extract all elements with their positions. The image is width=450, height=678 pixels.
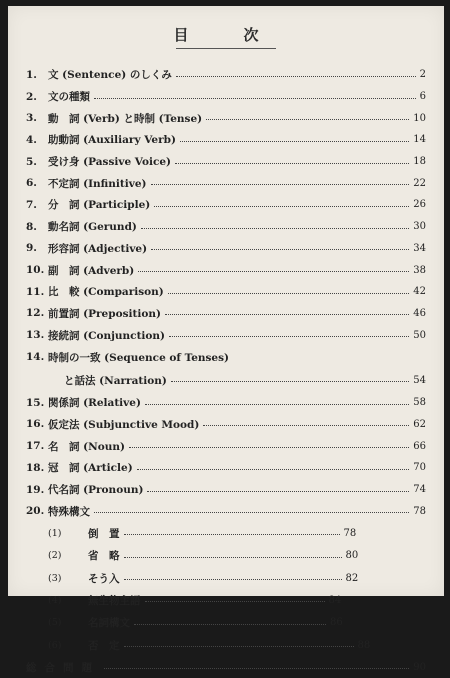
leader-dots [180,141,409,142]
entry-label: 冠 詞 (Article) [48,462,133,475]
toc-entry [26,414,426,436]
leader-dots [124,534,340,535]
leader-dots [171,381,409,382]
toc-entry [26,129,426,151]
leader-dots [147,491,409,492]
toc-entry [26,392,426,414]
toc-entry-continuation [26,369,426,392]
subentry-number: (3) [48,572,62,584]
toc-entry [26,238,426,260]
subentry-page: 84 [328,594,342,606]
entry-number: 6. [26,177,37,190]
toc-entry-final [26,656,426,678]
leader-dots [94,512,409,513]
book-page [8,6,444,674]
leader-dots [124,579,342,580]
leader-dots [206,119,409,120]
toc-entry [26,500,426,522]
entry-label: 動名詞 (Gerund) [48,221,137,234]
entry-label: 仮定法 (Subjunctive Mood) [48,418,200,431]
toc-subentry [26,634,426,656]
leader-dots [129,447,409,448]
entry-number: 17. [26,440,45,453]
leader-dots [176,76,416,77]
toc-entry [26,151,426,173]
entry-label: 助動詞 (Auxiliary Verb) [48,134,176,147]
leader-dots [137,469,410,470]
entry-label: 文の種類 [48,91,90,104]
entry-page: 90 [413,661,426,673]
subentry-page: 78 [343,527,357,539]
toc-entry [26,194,426,216]
leader-dots [145,404,409,405]
entry-label: 分 詞 (Participle) [48,199,151,212]
entry-page: 74 [413,484,426,496]
entry-number: 13. [26,329,45,342]
entry-label: 不定詞 (Infinitive) [48,177,147,190]
subentry-label: 否 定 [88,639,120,652]
entry-number: 1. [26,68,37,81]
entry-number: 11. [26,285,45,298]
subentry-page: 82 [345,572,359,584]
entry-page: 78 [413,505,426,517]
leader-dots [151,249,409,250]
leader-dots [104,668,409,669]
leader-dots [165,314,409,315]
subentry-page: 80 [345,550,359,562]
entry-page: 18 [413,156,426,168]
subentry-label: 省 略 [88,550,120,563]
entry-number: 20. [26,505,45,518]
entry-number: 14. [26,351,45,364]
entry-label: 接続詞 (Conjunction) [48,329,166,342]
toc-subentry [26,589,426,611]
leader-dots [168,293,409,294]
entry-page: 50 [413,329,426,341]
entry-page: 10 [413,112,426,124]
entry-number: 9. [26,242,37,255]
entry-number: 19. [26,483,45,496]
entry-page: 38 [413,264,426,276]
entry-label: 文 (Sentence) のしくみ [48,69,172,82]
entry-page: 46 [413,307,426,319]
leader-dots [154,206,409,207]
entry-page: 2 [419,69,426,81]
toc-entry [26,86,426,108]
title-underline [176,48,276,49]
leader-dots [175,163,409,164]
toc-entry [26,216,426,238]
toc-entry [26,64,426,86]
entry-label: 前置詞 (Preposition) [48,307,161,320]
leader-dots [124,646,354,647]
subentry-number: (2) [48,550,62,562]
entry-label: 動 詞 (Verb) と時制 (Tense) [48,112,203,125]
subentry-number: (1) [48,527,62,539]
subentry-page: 88 [357,639,371,651]
toc-entry [26,324,426,346]
entry-page: 34 [413,242,426,254]
entry-number: 2. [26,90,37,103]
toc-entry [26,172,426,194]
subentry-page: 86 [330,617,343,629]
entry-label: 関係詞 (Relative) [48,397,141,410]
toc-subentry [26,522,426,544]
subentry-number: (6) [48,639,62,651]
entry-number: 18. [26,461,45,474]
entry-number: 16. [26,418,45,431]
subentry-label: 名詞構文 [88,617,130,630]
entry-number: 4. [26,133,37,146]
entry-number: 10. [26,264,45,277]
entry-number: 7. [26,198,37,211]
toc-entry [26,479,426,501]
entry-label: 代名詞 (Pronoun) [48,484,144,497]
entry-label: 名 詞 (Noun) [48,440,125,453]
toc-entry [26,346,426,369]
toc-subentry [26,612,426,634]
toc-entry [26,457,426,479]
entry-page: 14 [413,134,426,146]
entry-number: 3. [26,112,37,125]
entry-label: 比 較 (Comparison) [48,286,164,299]
page-title: 目 次 [173,26,279,44]
subentry-label: 無生物主語 [88,594,141,607]
entry-label: と話法 (Narration) [64,374,167,387]
entry-label: 副 詞 (Adverb) [48,264,135,277]
entry-page: 66 [413,440,426,452]
entry-page: 62 [413,418,426,430]
toc-entry [26,303,426,325]
entry-number: 8. [26,220,37,233]
entry-page: 22 [413,177,426,189]
toc-subentry [26,567,426,589]
leader-dots [151,184,410,185]
entry-label: 受け身 (Passive Voice) [48,156,172,169]
subentry-label: そう入 [88,572,120,585]
entry-label: 特殊構文 [48,505,90,518]
leader-dots [203,425,409,426]
entry-number: 12. [26,307,45,320]
leader-dots [169,336,409,337]
entry-page: 54 [413,374,426,386]
entry-page: 26 [413,199,426,211]
entry-label: 総合問題 [26,661,100,674]
toc-entry [26,435,426,457]
leader-dots [124,557,342,558]
entry-page: 6 [419,91,426,103]
leader-dots [145,601,325,602]
toc-entry [26,259,426,281]
entry-page: 70 [413,462,426,474]
entry-number: 15. [26,396,45,409]
leader-dots [134,624,326,625]
entry-label: 形容詞 (Adjective) [48,242,148,255]
subentry-number: (4) [48,594,62,606]
entry-label: 時制の一致 (Sequence of Tenses) [48,351,229,364]
subentry-label: 倒 置 [88,527,120,540]
leader-dots [141,228,409,229]
entry-page: 42 [413,286,426,298]
leader-dots [94,98,416,99]
toc-entry [26,281,426,303]
entry-page: 58 [413,397,426,409]
toc-entry [26,107,426,129]
table-of-contents [26,64,426,678]
entry-page: 30 [413,221,426,233]
entry-number: 5. [26,155,37,168]
leader-dots [138,271,409,272]
subentry-number: (5) [48,617,62,629]
toc-subentry [26,544,426,566]
